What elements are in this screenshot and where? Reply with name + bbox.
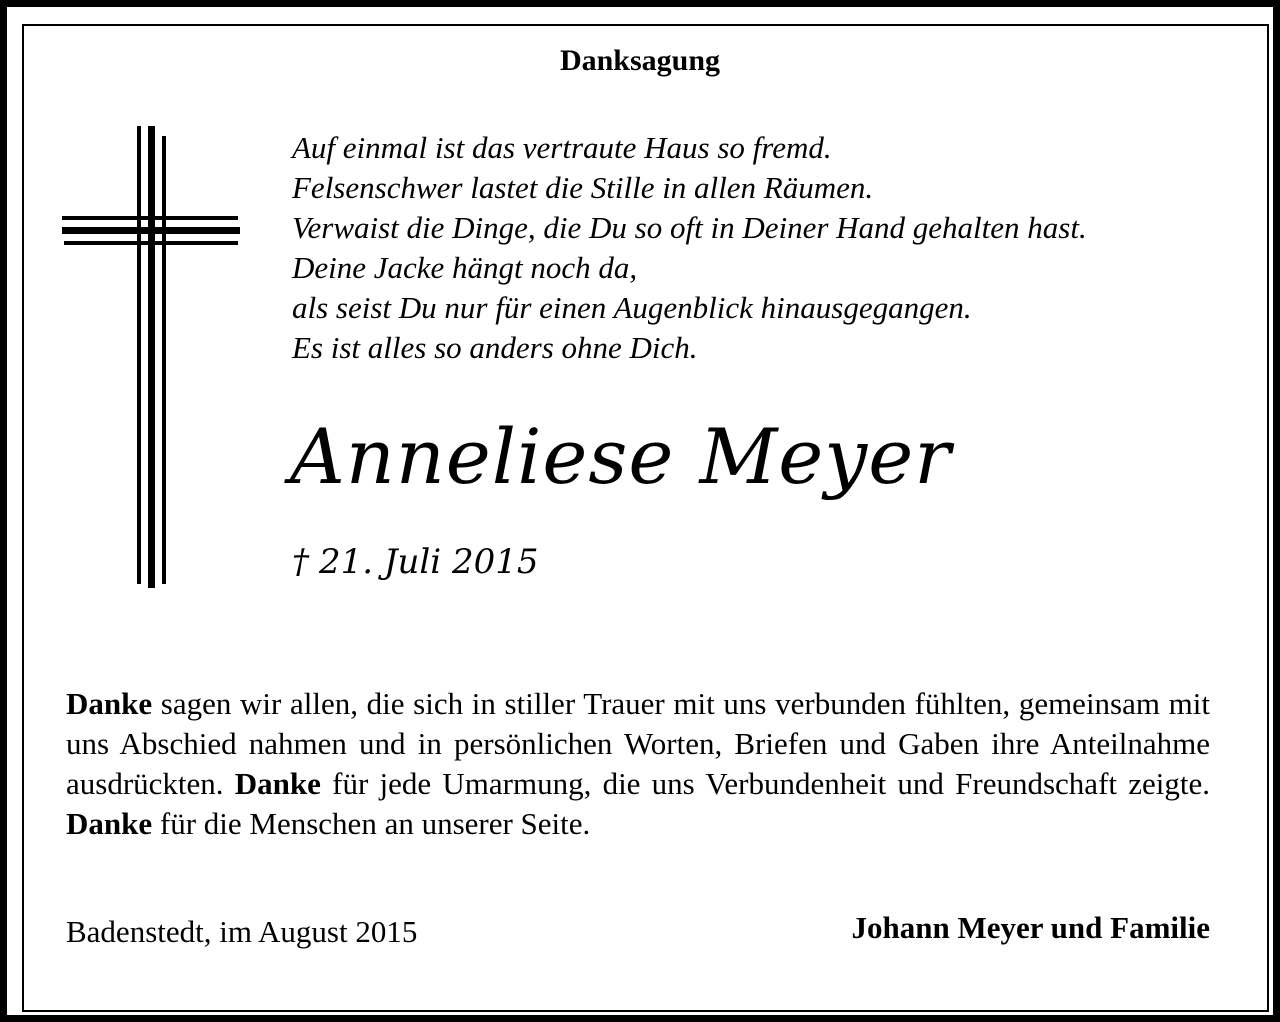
thanks-text: für die Menschen an unserer Seite.: [152, 806, 591, 841]
thanks-bold-word: Danke: [66, 806, 153, 841]
poem-line: als seist Du nur für einen Augenblick hinausgegangen.: [292, 290, 972, 325]
poem-line: Felsenschwer lastet die Stille in allen Räumen.: [292, 170, 874, 205]
place-and-date: Badenstedt, im August 2015: [66, 914, 418, 949]
thanks-bold-word: Danke: [66, 686, 153, 721]
notice-heading: Danksagung: [559, 44, 721, 77]
poem-line: Deine Jacke hängt noch da,: [292, 250, 638, 285]
poem: [292, 128, 1087, 368]
thanks-text: sagen wir allen, die sich in stiller Trauer mit uns verbunden fühlten, gemeinsam mit uns Abschied nahmen und in persönlichen Worten, Briefen und Gaben ihre Anteilnahme ausdrückten.: [66, 686, 1210, 801]
poem-line: Verwaist die Dinge, die Du so oft in Deiner Hand gehalten hast.: [292, 210, 1087, 245]
poem-line: Es ist alles so anders ohne Dich.: [292, 330, 698, 365]
dagger-symbol: †: [292, 542, 309, 582]
signature: Johann Meyer und Familie: [851, 910, 1210, 945]
deceased-name: Anneliese Meyer: [290, 412, 952, 501]
thanks-paragraph: [66, 684, 1210, 844]
death-date: 21. Juli 2015: [319, 542, 539, 582]
thanks-bold-word: Danke: [234, 766, 321, 801]
death-date-line: [292, 542, 539, 582]
cross-icon: [62, 126, 242, 596]
poem-line: Auf einmal ist das vertraute Haus so fremd.: [292, 130, 832, 165]
thanks-text: für jede Umarmung, die uns Verbundenheit und Freundschaft zeigte.: [320, 766, 1210, 801]
